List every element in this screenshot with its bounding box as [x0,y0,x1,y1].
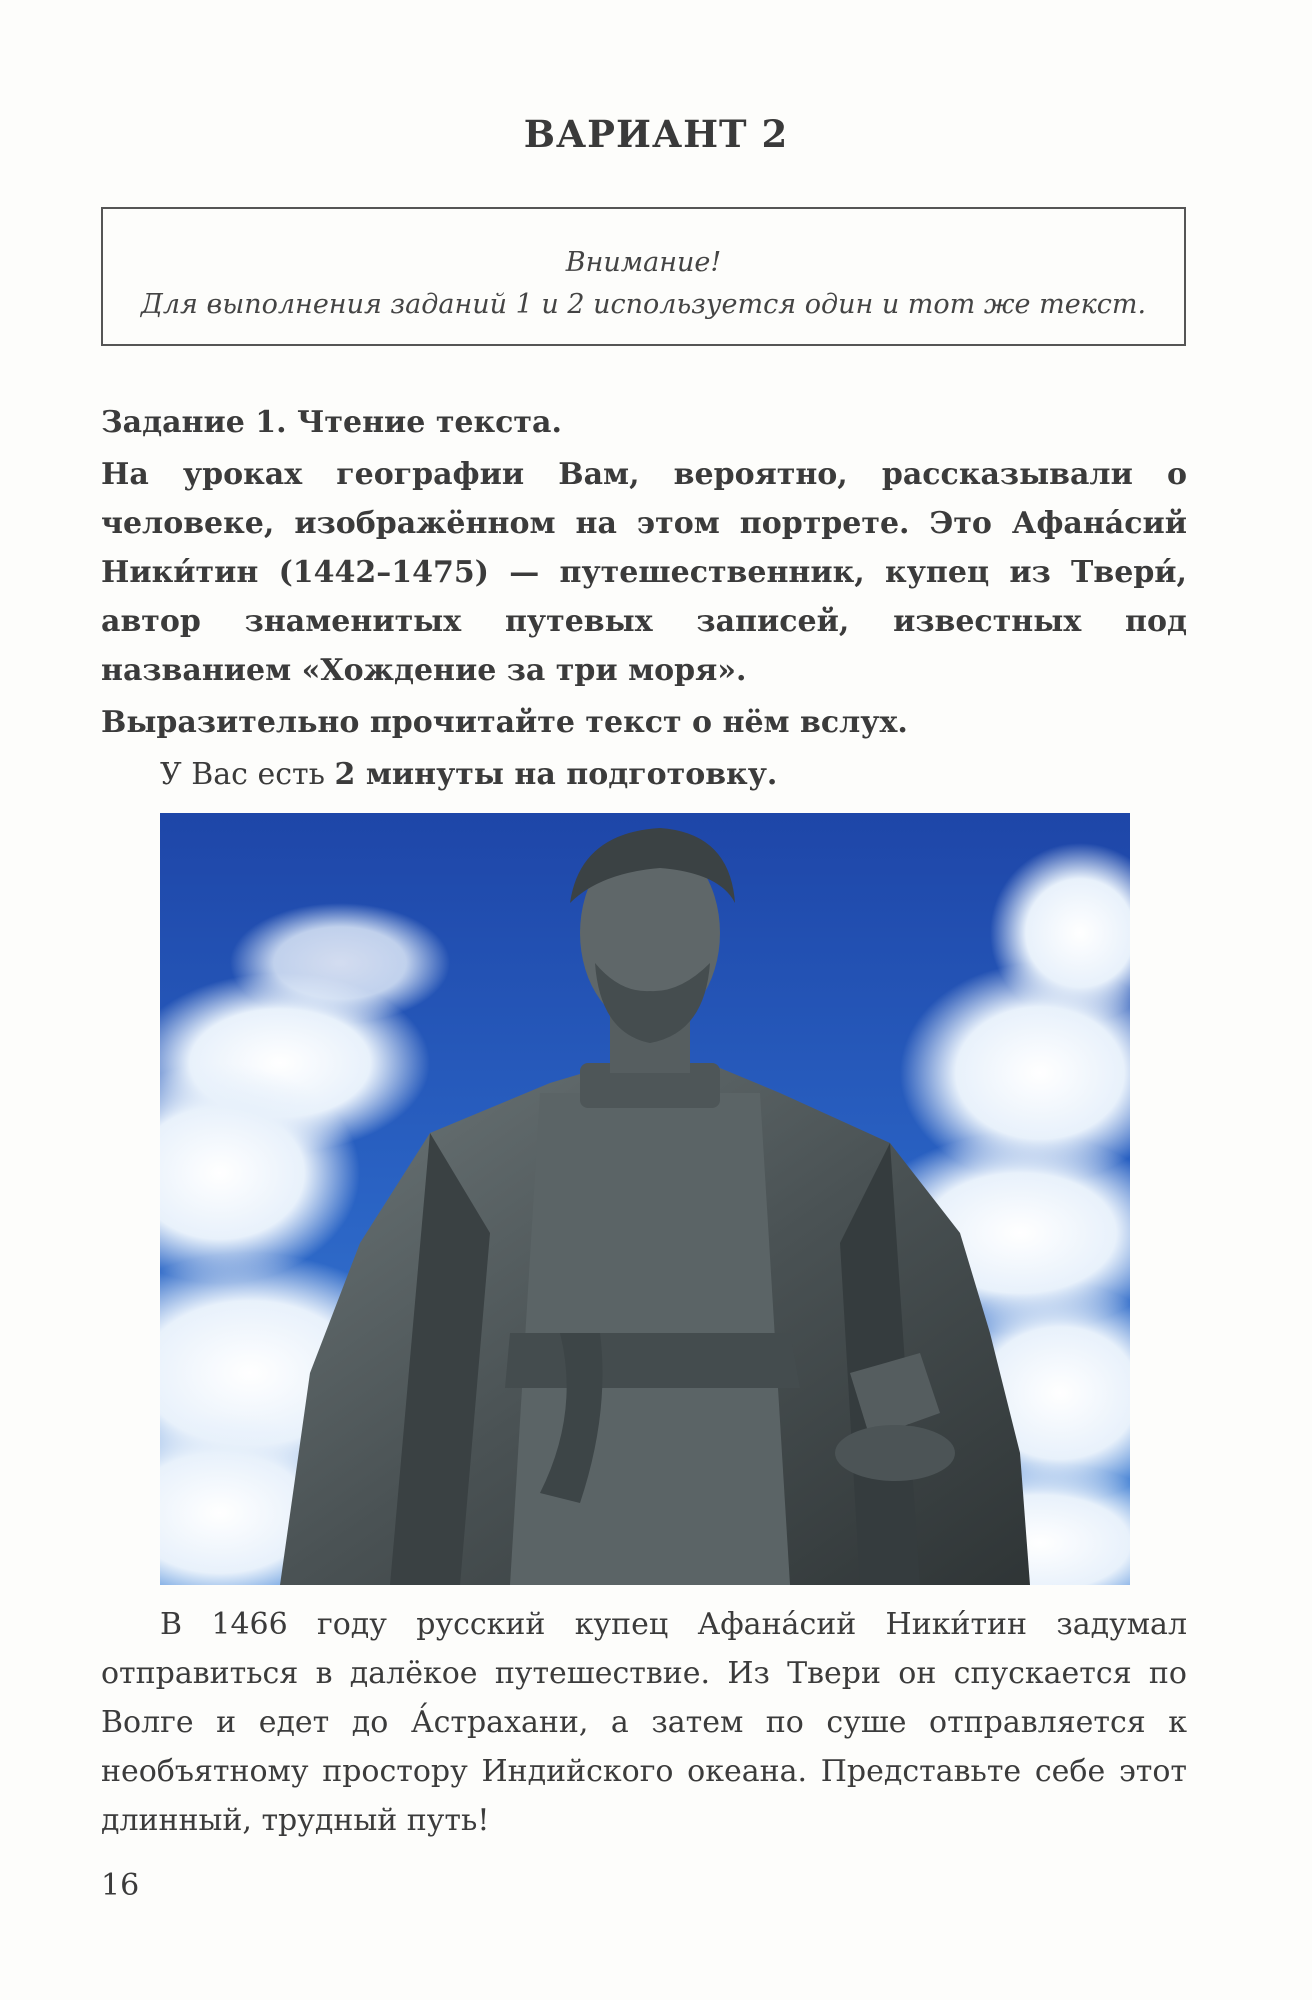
prep-time: 2 минуты на подготовку. [334,757,778,792]
notice-heading: Внимание! [565,247,722,278]
prep-time-note [160,750,1180,799]
task-instruction: Выразительно прочитайте текст о нём вслух. [101,705,908,740]
body-paragraph: В 1466 году русский купец Афана́сий Ники́тин задумал отправиться в далёкое путешествие. Из Твери он спускается по Волге и едет до А́страхани, а затем по суше отправляется к необъятному простору Индийского океана. Представьте себе этот длинный, трудный путь! [101,1607,1187,1838]
task-title: Задание 1. Чтение текста. [101,405,562,440]
statue-photo [160,813,1130,1585]
variant-title: ВАРИАНТ 2 [523,112,789,156]
notice-text: Для выполнения заданий 1 и 2 используется один и тот же текст. [140,289,1147,320]
page-number: 16 [101,1868,140,1903]
notice-box [101,207,1186,346]
prep-prefix: У Вас есть [160,757,335,792]
task-intro: На уроках географии Вам, вероятно, рассказывали о человеке, изображённом на этом портрете. Это Афана́сий Ники́тин (1442–1475) — путешественник, купец из Твери́, автор знаменитых путевых записей, известных под названием «Хождение за три моря». [101,457,1187,688]
